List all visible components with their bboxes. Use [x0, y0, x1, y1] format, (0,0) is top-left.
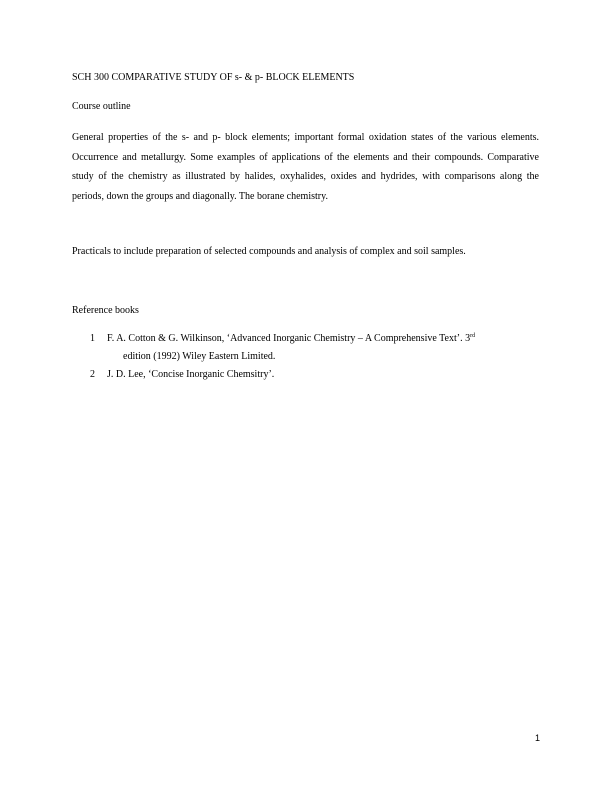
reference-number: 1	[90, 333, 95, 344]
reference-list	[90, 330, 539, 384]
page-number: 1	[534, 733, 540, 743]
reference-superscript: rd	[470, 333, 476, 339]
reference-item	[90, 330, 539, 366]
reference-text	[107, 330, 539, 348]
reference-continuation: edition (1992) Wiley Eastern Limited.	[123, 351, 276, 362]
reference-citation: F. A. Cotton & G. Wilkinson, ‘Advanced Inorganic Chemistry – A Comprehensive Text’. 3	[107, 333, 471, 344]
course-outline-heading: Course outline	[72, 101, 131, 112]
reference-number: 2	[90, 369, 95, 380]
reference-books-heading: Reference books	[72, 305, 139, 316]
reference-item	[90, 366, 539, 384]
practicals-text: Practicals to include preparation of selected compounds and analysis of complex and soil samples.	[72, 246, 466, 257]
course-description: General properties of the s- and p- block elements; important formal oxidation states of the various elements. Occurrence and metallurgy. Some examples of applications of the elements and their compounds. Comparative study of the chemistry as illustrated by halides, oxyhalides, oxides and hydrides, with comparisons along the periods, down the groups and diagonally. The borane chemistry.	[72, 132, 539, 202]
reference-text: J. D. Lee, ‘Concise Inorganic Chemsitry’.	[107, 369, 275, 380]
course-title: SCH 300 COMPARATIVE STUDY OF s- & p- BLOCK ELEMENTS	[72, 72, 355, 83]
